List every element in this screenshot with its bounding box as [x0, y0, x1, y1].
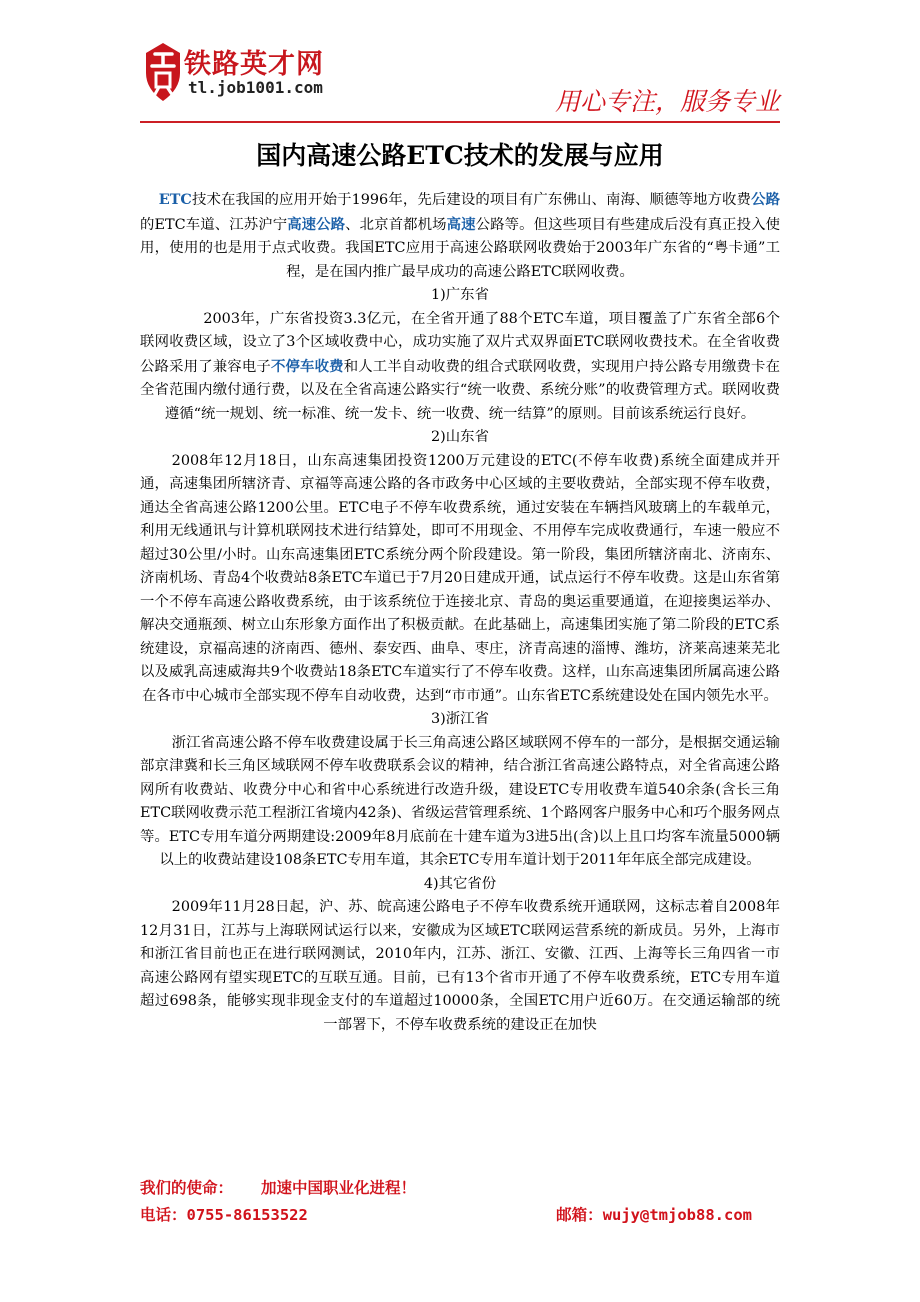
section-heading-others: 4)其它省份 — [423, 875, 497, 892]
text-run: 公路等。但这些项目有些建成后没有真正投入使用，使用的也是用于点式收费。我国ETC应用于高速公路联网收费始于2003年广东省的“粤卡通”工程，是在国内推广最早成功的高速公路ETC联网收费。 — [140, 216, 780, 280]
zhejiang-paragraph: 浙江省高速公路不停车收费建设属于长三角高速公路区域联网不停车的一部分，是根据交通运输部京津冀和长三角区域联网不停车收费联系会议的精神，结合浙江省高速公路特点，对全省高速公路网所有收费站、收费分中心和省中心系统进行改造升级，建设ETC专用收费车道540余条(含长三角ETC联网收费示范工程浙江省境内42条)、省级运营管理系统、1个路网客户服务中心和巧个服务网点等。ETC专用车道分两期建设:2009年8月底前在十建车道为3进5出(含)以上且口均客车流量5000辆以上的收费站建设108条ETC专用车道，其余ETC专用车道计划于2011年年底全部完成建设。 — [140, 734, 780, 868]
email-address[interactable]: wujy@tmjob88.com — [602, 1206, 752, 1224]
keyword-link-gaosu[interactable]: 高速 — [446, 215, 476, 233]
logo-name: 铁路英才网 — [184, 49, 324, 80]
mission-label: 我们的使命： — [140, 1179, 234, 1197]
guangdong-paragraph — [140, 308, 780, 427]
site-logo[interactable] — [140, 40, 360, 108]
document-title: 国内高速公路ETC技术的发展与应用 — [256, 141, 664, 170]
keyword-link-gaosugonglu[interactable]: 高速公路 — [287, 215, 346, 233]
railway-talent-logo-icon — [140, 40, 186, 106]
email-label: 邮箱： — [556, 1206, 603, 1224]
keyword-link-buting[interactable]: 不停车收费 — [270, 357, 344, 375]
contact-email — [556, 1203, 752, 1225]
mission-statement — [140, 1176, 416, 1198]
others-paragraph: 2009年11月28日起，沪、苏、皖高速公路电子不停车收费系统开通联网，这标志着自2008年12月31日，江苏与上海联网试运行以来，安徽成为区域ETC联网运营系统的新成员。另外，上海市和浙江省目前也正在进行联网测试，2010年内，江苏、浙江、安徽、江西、上海等长三角四省一市高速公路网有望实现ETC的互联互通。目前，已有13个省市开通了不停车收费系统，ETC专用车道超过698条，能够实现非现金支付的车道超过10000条，全国ETC用户近60万。在交通运输部的统一部署下，不停车收费系统的建设正在加快 — [140, 899, 780, 1033]
text-run: 的ETC车道、江苏沪宁 — [140, 216, 288, 233]
section-heading-zhejiang: 3)浙江省 — [431, 711, 489, 727]
etc-keyword-link[interactable]: ETC — [158, 191, 192, 208]
phone-label: 电话： — [140, 1206, 187, 1224]
article-body — [140, 188, 780, 1037]
header-slogan: 用心专注，服务专业 — [554, 87, 780, 116]
text-run: 技术在我国的应用开始于1996年，先后建设的项目有广东佛山、南海、顺德等地方收费 — [191, 192, 752, 208]
contact-phone — [140, 1203, 308, 1225]
logo-url: tl.job1001.com — [188, 78, 323, 97]
text-run: 2003年，广东省投资3.3亿元，在全省开通了88个ETC车道，项目覆盖了广东省全部6个联网收费区域，设立了3个区域收费中心，成功实施了双片式双界面ETC联网收费技术。在全省收费公路采用了兼容电子 — [140, 310, 780, 375]
intro-paragraph — [140, 188, 780, 284]
phone-number: 0755-86153522 — [186, 1206, 308, 1224]
section-heading-shandong: 2)山东省 — [431, 429, 489, 445]
page-header — [0, 0, 920, 128]
text-run: 、北京首都机场 — [345, 216, 447, 233]
keyword-link-gonglu[interactable]: 公路 — [751, 191, 780, 208]
mission-text: 加速中国职业化进程！ — [261, 1179, 417, 1197]
section-heading-guangdong: 1)广东省 — [431, 287, 489, 303]
page-footer — [140, 1176, 780, 1236]
text-run: 和人工半自动收费的组合式联网收费，实现用户持公路专用缴费卡在全省范围内缴付通行费，以及在全省高速公路实行“统一收费、系统分账”的收费管理方式。联网收费遵循“统一规划、统一标准、统一发卡、统一收费、统一结算”的原则。目前该系统运行良好。 — [140, 358, 780, 422]
shandong-paragraph: 2008年12月18日，山东高速集团投资1200万元建设的ETC(不停车收费)系统全面建成并开通，高速集团所辖济青、京福等高速公路的各市政务中心区域的主要收费站，全部实现不停车收费，通达全省高速公路1200公里。ETC电子不停车收费系统，通过安装在车辆挡风玻璃上的车载单元，利用无线通讯与计算机联网技术进行结算处，即可不用现金、不用停车完成收费通行，车速一般应不超过30公里/小时。山东高速集团ETC系统分两个阶段建设。第一阶段，集团所辖济南北、济南东、济南机场、青岛4个收费站8条ETC车道已于7月20日建成开通，试点运行不停车收费。这是山东省第一个不停车高速公路收费系统，由于该系统位于连接北京、青岛的奥运重要通道，在迎接奥运举办、解决交通瓶颈、树立山东形象方面作出了积极贡献。在此基础上，高速集团实施了第二阶段的ETC系统建设，京福高速的济南西、德州、泰安西、曲阜、枣庄，济青高速的淄博、潍坊，济莱高速莱芜北以及威乳高速威海共9个收费站18条ETC车道实行了不停车收费。这样，山东高速集团所属高速公路在各市中心城市全部实现不停车自动收费，达到“市市通”。山东省ETC系统建设处在国内领先水平。 — [140, 452, 780, 704]
header-divider — [140, 121, 780, 123]
